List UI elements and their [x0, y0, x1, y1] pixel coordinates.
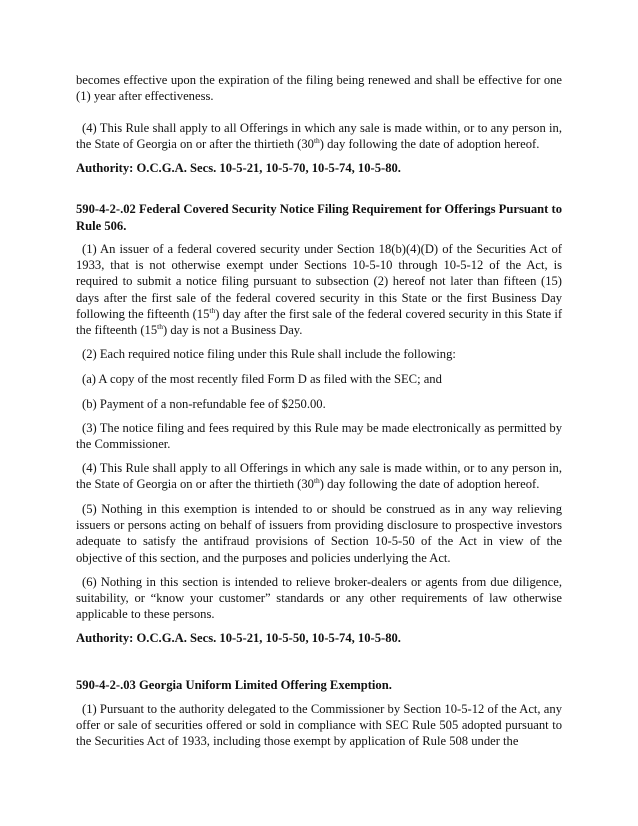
section-heading-590-4-2-02: 590-4-2-.02 Federal Covered Security Notice Filing Requirement for Offerings Pursuant to Rule 506. [76, 202, 562, 233]
paragraph-issuer-notice-filing: (1) An issuer of a federal covered security under Section 18(b)(4)(D) of the Securities Act of 1933, that is not otherwise exempt under Sections 10-5-10 through 10-5-12 of the Act, is required to submit a notice filing pursuant to subsection (2) hereof not later than fifteen (15) days after the first sale of the federal covered security in this State or the first Business Day following the fifteenth (15th) day after the first sale of the federal covered security in this State if the fifteenth (15th) day is not a Business Day. [76, 242, 563, 338]
authority-citation-2: Authority: O.C.G.A. Secs. 10-5-21, 10-5-50, 10-5-74, 10-5-80. [76, 631, 401, 645]
section-heading-590-4-2-03: 590-4-2-.03 Georgia Uniform Limited Offering Exemption. [76, 678, 392, 692]
paragraph-renewal-effective: becomes effective upon the expiration of the filing being renewed and shall be effective for one (1) year after effectiveness. [76, 73, 562, 104]
paragraph-form-d-copy: (a) A copy of the most recently filed Form D as filed with the SEC; and [82, 372, 442, 386]
paragraph-fee-payment: (b) Payment of a non-refundable fee of $250.00. [82, 397, 326, 411]
paragraph-applicability-4b: (4) This Rule shall apply to all Offerings in which any sale is made within, or to any person in, the State of Georgia on or after the thirtieth (30th) day following the date of adoption hereof. [76, 461, 562, 492]
paragraph-disclosure: (5) Nothing in this exemption is intended to or should be construed as in any way relieving issuers or persons acting on behalf of issuers from providing disclosure to prospective investors adequate to satisfy the antifraud provisions of Section 10-5-50 of the Act in view of the objective of this section, and the purposes and policies underlying the Act. [76, 502, 562, 565]
paragraph-notice-filing-contents: (2) Each required notice filing under this Rule shall include the following: [82, 347, 456, 361]
authority-citation-1: Authority: O.C.G.A. Secs. 10-5-21, 10-5-70, 10-5-74, 10-5-80. [76, 161, 401, 175]
paragraph-electronic-filing: (3) The notice filing and fees required by this Rule may be made electronically as permitted by the Commissioner. [76, 421, 562, 452]
paragraph-ulo-exemption: (1) Pursuant to the authority delegated to the Commissioner by Section 10-5-12 of the Act, any offer or sale of securities offered or sold in compliance with SEC Rule 505 adopted pursuant to the Securities Act of 1933, including those exempt by application of Rule 508 under the [76, 702, 562, 749]
paragraph-applicability-4: (4) This Rule shall apply to all Offerings in which any sale is made within, or to any person in, the State of Georgia on or after the thirtieth (30th) day following the date of adoption hereof. [76, 121, 562, 152]
paragraph-due-diligence: (6) Nothing in this section is intended to relieve broker-dealers or agents from due diligence, suitability, or “know your customer” standards or any other requirements of law otherwise applicable to these persons. [76, 575, 562, 622]
